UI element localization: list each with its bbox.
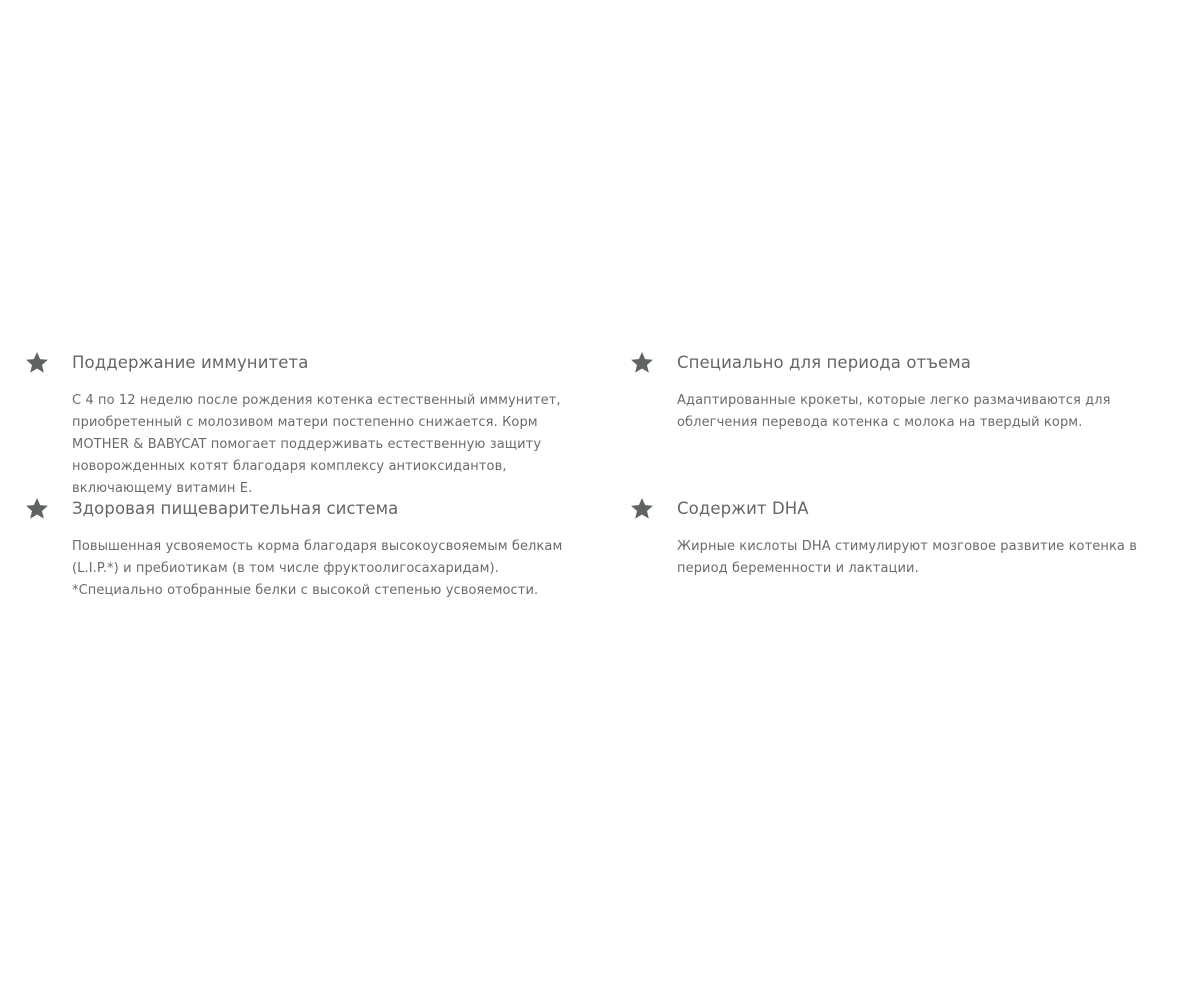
star-icon (629, 496, 655, 522)
benefit-title: Поддержание иммунитета (72, 353, 309, 372)
star-icon (24, 350, 50, 376)
star-icon (24, 496, 50, 522)
benefit-title: Содержит DHA (677, 499, 809, 518)
benefit-dha (677, 498, 1177, 580)
benefit-digestion (72, 498, 592, 602)
benefit-weaning (677, 352, 1177, 434)
benefit-immunity (72, 352, 592, 500)
star-icon (629, 350, 655, 376)
benefit-text: Повышенная усвояемость корма благодаря высокоусвояемым белкам (L.I.P.*) и пребиотикам (в том числе фруктоолигосахаридам). *Специально отобранные белки с высокой степенью усвояемости. (72, 539, 563, 598)
benefit-text: С 4 по 12 неделю после рождения котенка естественный иммунитет, приобретенный с молозивом матери постепенно снижается. Корм MOTHER & BABYCAT помогает поддерживать естественную защиту новорожденных котят благодаря комплексу антиоксидантов, включающему витамин Е. (72, 393, 561, 496)
benefit-title: Специально для периода отъема (677, 353, 972, 372)
benefit-title: Здоровая пищеварительная система (72, 499, 399, 518)
benefit-text: Жирные кислоты DHA стимулируют мозговое развитие котенка в период беременности и лактации. (677, 539, 1137, 576)
benefit-text: Адаптированные крокеты, которые легко размачиваются для облегчения перевода котенка с молока на твердый корм. (677, 393, 1111, 430)
